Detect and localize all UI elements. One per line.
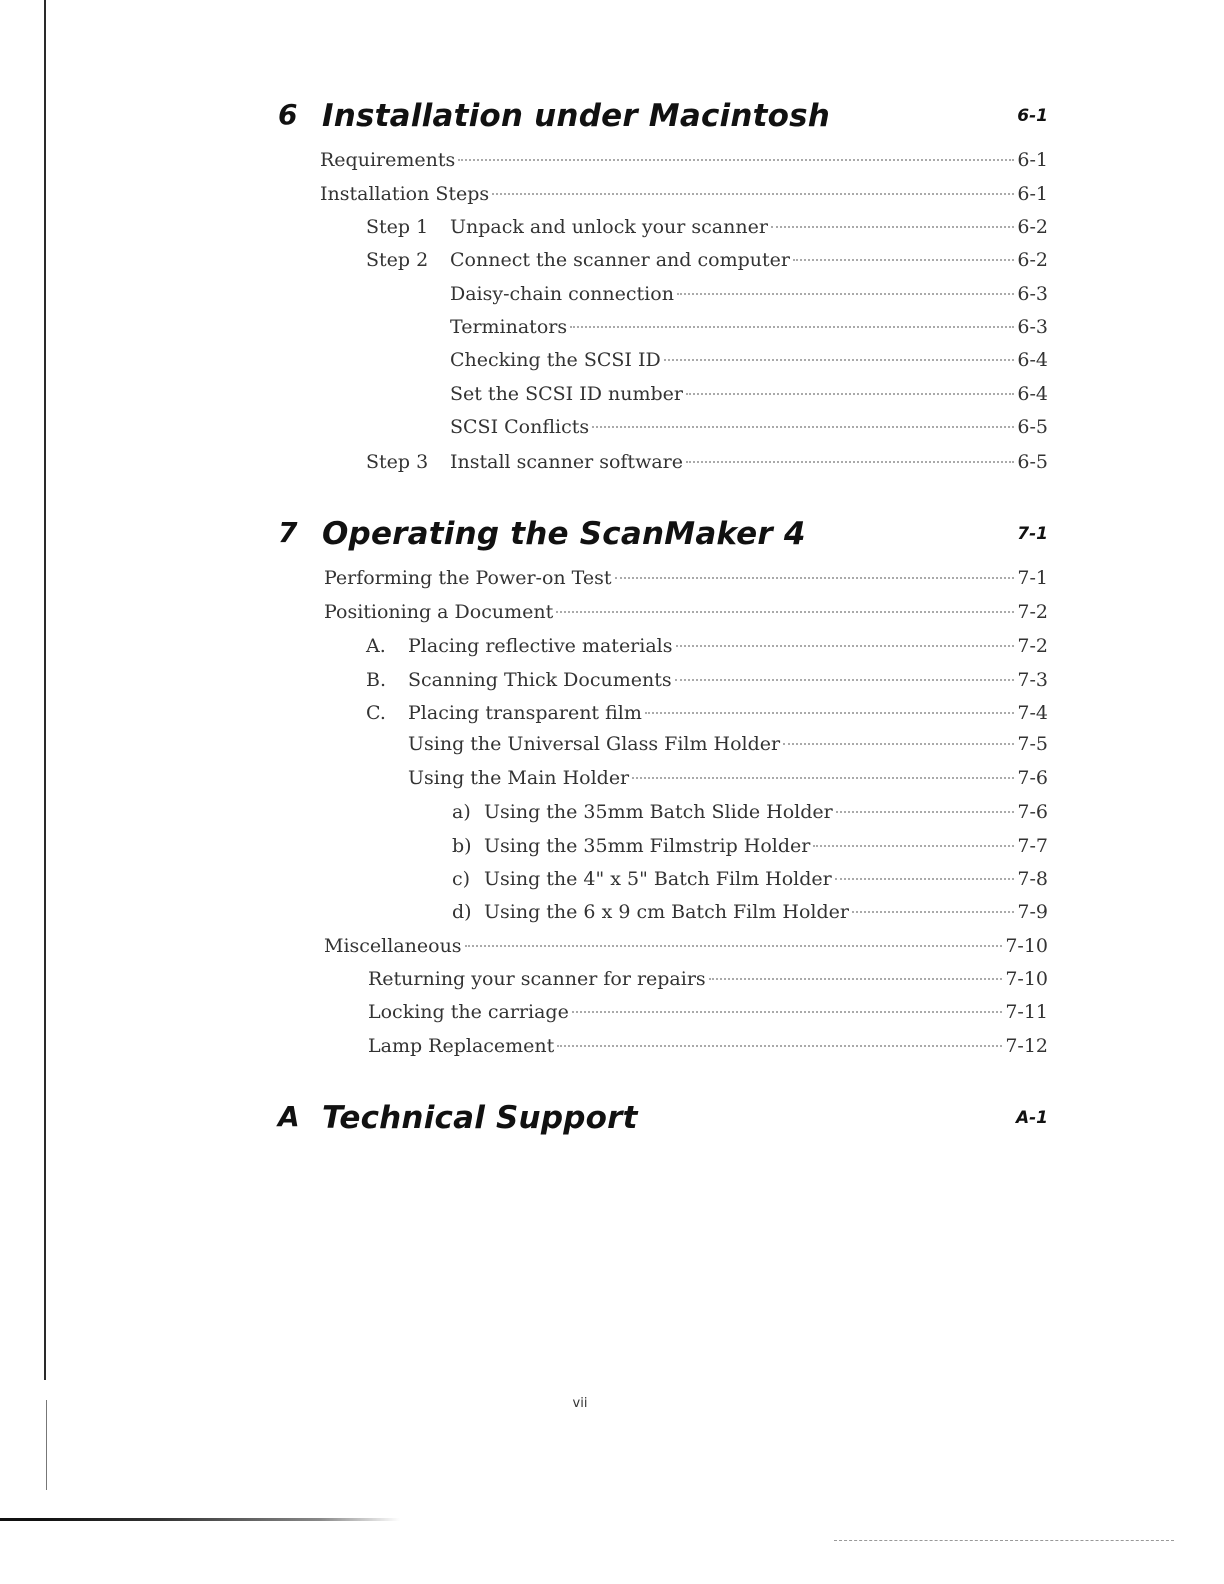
toc-entry-label: Installation Steps — [320, 183, 490, 205]
chapter-number: A — [278, 1100, 300, 1133]
dot-leader — [615, 577, 1015, 579]
toc-entry-page: 7-1 — [1017, 567, 1048, 589]
toc-entry-label: Install scanner software — [450, 451, 683, 473]
toc-entry-page: 7-3 — [1017, 669, 1048, 691]
toc-entry-label: Requirements — [320, 149, 456, 171]
dot-leader — [813, 845, 1014, 847]
chapter-title: Technical Support — [322, 1100, 638, 1136]
toc-entry-label: Using the Universal Glass Film Holder — [408, 733, 781, 755]
toc-entry-prefix: b) — [452, 835, 472, 857]
dot-leader — [793, 259, 1014, 261]
scan-artifact-line — [0, 1518, 400, 1521]
dot-leader — [556, 611, 1014, 613]
toc-entry[interactable] — [324, 564, 1048, 592]
toc-entry-label: Daisy-chain connection — [450, 283, 674, 305]
chapter-title: Operating the ScanMaker 4 — [322, 516, 806, 552]
chapter-number: 7 — [278, 516, 298, 549]
toc-entry-label: Placing reflective materials — [408, 635, 673, 657]
toc-entry-page: 6-1 — [1017, 183, 1048, 205]
page-number: vii — [572, 1396, 588, 1411]
toc-entry-page: 6-4 — [1017, 383, 1048, 405]
toc-entry-page: 7-7 — [1017, 835, 1048, 857]
toc-entry-label: Using the 35mm Batch Slide Holder — [484, 801, 833, 823]
toc-entry-page: 6-2 — [1017, 249, 1048, 271]
toc-entry-prefix: C. — [366, 702, 386, 724]
toc-entry[interactable] — [450, 413, 1048, 441]
toc-entry-page: 6-4 — [1017, 349, 1048, 371]
toc-entry-prefix: d) — [452, 901, 472, 923]
toc-entry[interactable] — [452, 798, 1048, 826]
toc-entry[interactable] — [452, 898, 1048, 926]
toc-entry-page: 6-5 — [1017, 451, 1048, 473]
chapter-7-heading — [278, 516, 1048, 556]
toc-entry-page: 6-1 — [1017, 149, 1048, 171]
toc-entry-label: Terminators — [450, 316, 568, 338]
left-margin-rule-lower — [46, 1400, 47, 1490]
toc-entry-prefix: Step 2 — [366, 249, 429, 271]
toc-entry-page: 7-5 — [1017, 733, 1048, 755]
toc-entry[interactable] — [452, 865, 1048, 893]
toc-entry-page: 6-5 — [1017, 416, 1048, 438]
toc-entry[interactable] — [368, 998, 1048, 1026]
dot-leader — [572, 1011, 1002, 1013]
toc-entry-label: Connect the scanner and computer — [450, 249, 790, 271]
dot-leader — [557, 1045, 1002, 1047]
toc-entry[interactable] — [450, 380, 1048, 408]
toc-entry-label: Unpack and unlock your scanner — [450, 216, 768, 238]
toc-entry[interactable] — [368, 1032, 1048, 1060]
dot-leader — [592, 426, 1014, 428]
toc-entry-page: 7-4 — [1017, 702, 1048, 724]
dot-leader — [664, 359, 1015, 361]
toc-entry-prefix: a) — [452, 801, 471, 823]
toc-entry-label: Using the Main Holder — [408, 767, 630, 789]
scan-artifact-dash — [834, 1540, 1174, 1542]
chapter-number: 6 — [278, 98, 298, 131]
toc-entry-prefix: Step 3 — [366, 451, 429, 473]
chapter-6-heading — [278, 98, 1048, 138]
dot-leader — [465, 945, 1003, 947]
appendix-a-heading — [278, 1100, 1048, 1140]
dot-leader — [492, 193, 1014, 195]
toc-entry-page: 6-3 — [1017, 316, 1048, 338]
toc-entry-label: Positioning a Document — [324, 601, 554, 623]
toc-entry-label: Lamp Replacement — [368, 1035, 555, 1057]
toc-entry-prefix: A. — [366, 635, 386, 657]
dot-leader — [570, 326, 1014, 328]
dot-leader — [676, 645, 1015, 647]
dot-leader — [852, 911, 1014, 913]
toc-entry[interactable] — [324, 932, 1048, 960]
toc-entry-label: Performing the Power-on Test — [324, 567, 612, 589]
dot-leader — [686, 393, 1014, 395]
dot-leader — [771, 226, 1014, 228]
toc-entry[interactable] — [366, 448, 1048, 476]
toc-entry-page: 7-12 — [1005, 1035, 1048, 1057]
toc-entry-page: 7-2 — [1017, 635, 1048, 657]
dot-leader — [783, 743, 1014, 745]
chapter-page: A-1 — [1015, 1108, 1048, 1128]
toc-entry-label: Using the 6 x 9 cm Batch Film Holder — [484, 901, 849, 923]
dot-leader — [686, 461, 1014, 463]
toc-entry[interactable] — [320, 180, 1048, 208]
toc-entry-page: 7-10 — [1005, 968, 1048, 990]
toc-entry[interactable] — [366, 666, 1048, 694]
toc-entry-prefix: B. — [366, 669, 387, 691]
chapter-title: Installation under Macintosh — [322, 98, 831, 134]
toc-entry[interactable] — [450, 313, 1048, 341]
toc-entry-page: 7-9 — [1017, 901, 1048, 923]
toc-entry-page: 7-11 — [1005, 1001, 1048, 1023]
toc-entry-label: Placing transparent film — [408, 702, 642, 724]
toc-entry-page: 7-10 — [1005, 935, 1048, 957]
toc-entry-label: Miscellaneous — [324, 935, 462, 957]
toc-entry[interactable] — [368, 965, 1048, 993]
dot-leader — [645, 712, 1015, 714]
dot-leader — [675, 679, 1015, 681]
toc-entry[interactable] — [452, 832, 1048, 860]
chapter-page: 6-1 — [1017, 106, 1048, 126]
toc-entry-prefix: Step 1 — [366, 216, 429, 238]
toc-entry-page: 7-8 — [1017, 868, 1048, 890]
dot-leader — [836, 811, 1015, 813]
toc-entry[interactable] — [366, 213, 1048, 241]
toc-entry[interactable] — [408, 764, 1048, 792]
toc-entry-label: Using the 35mm Filmstrip Holder — [484, 835, 811, 857]
toc-entry-page: 7-6 — [1017, 767, 1048, 789]
toc-entry-page: 6-3 — [1017, 283, 1048, 305]
toc-entry-label: Returning your scanner for repairs — [368, 968, 706, 990]
toc-entry-page: 7-6 — [1017, 801, 1048, 823]
toc-entry[interactable] — [366, 699, 1048, 727]
toc-entry[interactable] — [324, 598, 1048, 626]
toc-entry-label: Set the SCSI ID number — [450, 383, 683, 405]
chapter-page: 7-1 — [1017, 524, 1048, 544]
toc-entry[interactable] — [366, 246, 1048, 274]
dot-leader — [709, 978, 1003, 980]
toc-entry[interactable] — [450, 346, 1048, 374]
toc-entry-label: Scanning Thick Documents — [408, 669, 672, 691]
toc-entry-page: 7-2 — [1017, 601, 1048, 623]
toc-entry-page: 6-2 — [1017, 216, 1048, 238]
toc-entry[interactable] — [408, 730, 1048, 758]
dot-leader — [458, 159, 1014, 161]
dot-leader — [677, 293, 1014, 295]
toc-entry-label: Locking the carriage — [368, 1001, 569, 1023]
left-margin-rule — [44, 0, 46, 1380]
toc-entry[interactable] — [320, 146, 1048, 174]
toc-entry-label: Using the 4" x 5" Batch Film Holder — [484, 868, 832, 890]
dot-leader — [835, 878, 1015, 880]
toc-entry-label: SCSI Conflicts — [450, 416, 590, 438]
toc-entry[interactable] — [366, 632, 1048, 660]
toc-entry-prefix: c) — [452, 868, 471, 890]
toc-entry-label: Checking the SCSI ID — [450, 349, 661, 371]
dot-leader — [632, 777, 1014, 779]
toc-entry[interactable] — [450, 280, 1048, 308]
